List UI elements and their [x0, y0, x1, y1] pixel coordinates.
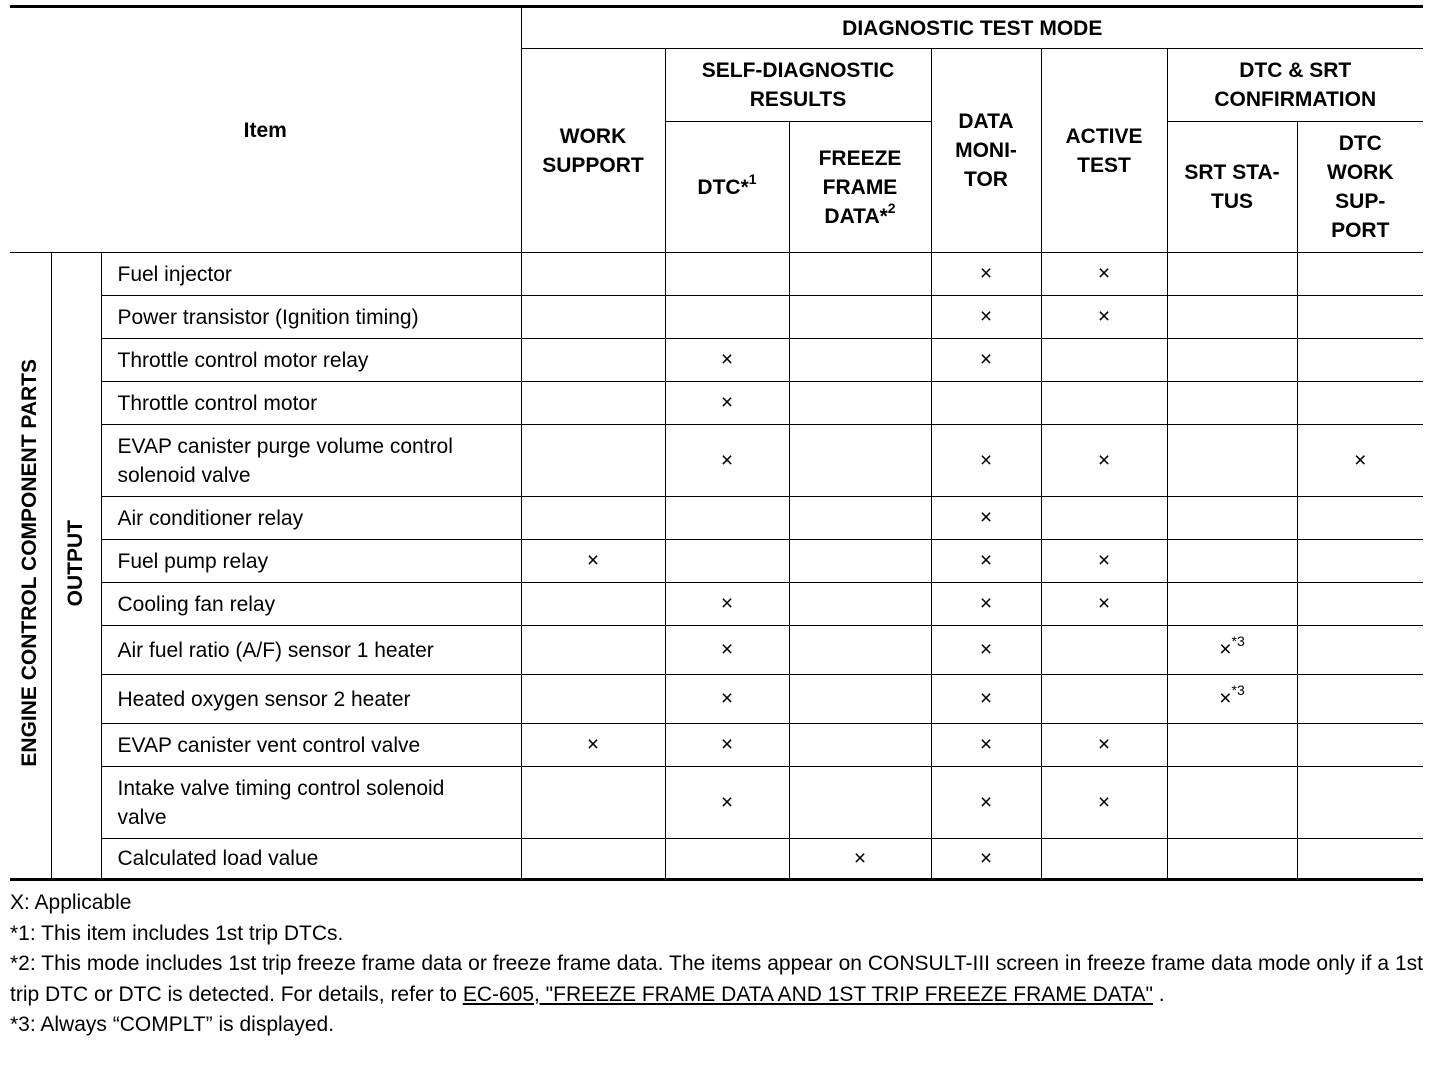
- cell-dtc-work-support: [1297, 626, 1423, 675]
- cell-work-support: [521, 253, 665, 296]
- cell-dtc: [665, 497, 789, 540]
- cell-freeze-frame-data: [789, 425, 931, 497]
- item-name: Intake valve timing control solenoid valve: [101, 767, 521, 839]
- cell-dtc-work-support: [1297, 253, 1423, 296]
- item-name: Air conditioner relay: [101, 497, 521, 540]
- note-applicable: X: Applicable: [10, 891, 132, 914]
- group-label-cell: [10, 253, 51, 880]
- cell-data-monitor: ×: [931, 253, 1041, 296]
- cell-dtc: ×: [665, 425, 789, 497]
- cell-work-support: ×: [521, 724, 665, 767]
- cell-freeze-frame-data: [789, 767, 931, 839]
- cell-active-test: [1041, 382, 1167, 425]
- cell-dtc-work-support: [1297, 767, 1423, 839]
- item-name: Power transistor (Ignition timing): [101, 296, 521, 339]
- cell-data-monitor: ×: [931, 296, 1041, 339]
- cell-work-support: [521, 626, 665, 675]
- table-row: [10, 767, 1423, 839]
- cell-data-monitor: ×: [931, 839, 1041, 880]
- cell-work-support: [521, 497, 665, 540]
- cell-srt-status: [1167, 767, 1297, 839]
- cell-active-test: ×: [1041, 425, 1167, 497]
- cell-active-test: [1041, 339, 1167, 382]
- item-name: Throttle control motor relay: [101, 339, 521, 382]
- cell-dtc-work-support: [1297, 382, 1423, 425]
- cell-dtc: [665, 540, 789, 583]
- table-row: [10, 253, 1423, 296]
- cell-active-test: ×: [1041, 540, 1167, 583]
- cell-dtc: ×: [665, 583, 789, 626]
- subgroup-label-cell: [51, 253, 101, 880]
- cell-active-test: [1041, 675, 1167, 724]
- cell-freeze-frame-data: [789, 253, 931, 296]
- cell-data-monitor: ×: [931, 583, 1041, 626]
- table-row: [10, 425, 1423, 497]
- cell-freeze-frame-data: ×: [789, 839, 931, 880]
- cell-srt-status: [1167, 296, 1297, 339]
- cell-active-test: ×: [1041, 583, 1167, 626]
- header-work-support: WORK SUPPORT: [521, 49, 665, 253]
- cell-work-support: [521, 425, 665, 497]
- cell-srt-status: ×$^{*3}$: [1167, 626, 1297, 675]
- cell-work-support: [521, 839, 665, 880]
- cell-dtc-work-support: [1297, 675, 1423, 724]
- cell-dtc-work-support: [1297, 540, 1423, 583]
- cell-data-monitor: [931, 382, 1041, 425]
- diagnostic-mode-table: [10, 5, 1423, 881]
- cell-data-monitor: ×: [931, 626, 1041, 675]
- header-dtc-srt-confirmation: DTC & SRT CONFIRMATION: [1167, 49, 1423, 122]
- subgroup-label: OUTPUT: [64, 519, 87, 607]
- cell-dtc-work-support: [1297, 839, 1423, 880]
- item-name: EVAP canister purge volume control solenoid valve: [101, 425, 521, 497]
- note-2: *2: This mode includes 1st trip freeze frame data or freeze frame data. The items appear on CONSULT-III screen in freeze frame data mode only if a 1st trip DTC or DTC is detected. For details, refer to EC-605, "FREEZE FRAME DATA AND 1ST TRIP FREEZE FRAME DATA" .: [10, 952, 1423, 1006]
- cell-srt-status: [1167, 839, 1297, 880]
- note-3: *3: Always “COMPLT” is displayed.: [10, 1013, 335, 1036]
- cell-work-support: [521, 675, 665, 724]
- cell-freeze-frame-data: [789, 626, 931, 675]
- cell-work-support: [521, 583, 665, 626]
- cell-srt-status: [1167, 540, 1297, 583]
- cell-srt-status: [1167, 583, 1297, 626]
- cell-freeze-frame-data: [789, 583, 931, 626]
- table-row: [10, 724, 1423, 767]
- cell-active-test: ×: [1041, 296, 1167, 339]
- cell-work-support: [521, 767, 665, 839]
- item-name: Cooling fan relay: [101, 583, 521, 626]
- cell-dtc: ×: [665, 724, 789, 767]
- cell-work-support: ×: [521, 540, 665, 583]
- header-active-test: ACTIVE TEST: [1041, 49, 1167, 253]
- table-row: [10, 583, 1423, 626]
- cell-dtc: ×: [665, 675, 789, 724]
- cell-freeze-frame-data: [789, 382, 931, 425]
- cell-work-support: [521, 339, 665, 382]
- cell-dtc: [665, 839, 789, 880]
- item-name: Throttle control motor: [101, 382, 521, 425]
- cell-dtc-work-support: [1297, 296, 1423, 339]
- cell-work-support: [521, 296, 665, 339]
- cell-srt-status: [1167, 253, 1297, 296]
- cell-data-monitor: ×: [931, 540, 1041, 583]
- cell-data-monitor: ×: [931, 425, 1041, 497]
- cell-dtc: ×: [665, 382, 789, 425]
- cell-freeze-frame-data: [789, 540, 931, 583]
- footnotes: [10, 888, 1423, 1041]
- table-row: [10, 296, 1423, 339]
- cell-freeze-frame-data: [789, 296, 931, 339]
- cell-freeze-frame-data: [789, 339, 931, 382]
- cell-active-test: [1041, 626, 1167, 675]
- header-diagnostic-test-mode: DIAGNOSTIC TEST MODE: [521, 7, 1423, 49]
- cell-active-test: ×: [1041, 724, 1167, 767]
- table-row: [10, 839, 1423, 880]
- item-name: Calculated load value: [101, 839, 521, 880]
- table-row: [10, 497, 1423, 540]
- header-srt-status: SRT STA- TUS: [1167, 122, 1297, 253]
- cell-dtc: ×: [665, 767, 789, 839]
- cell-data-monitor: ×: [931, 767, 1041, 839]
- table-row: [10, 382, 1423, 425]
- cell-data-monitor: ×: [931, 497, 1041, 540]
- cell-dtc: [665, 253, 789, 296]
- cell-srt-status: ×$^{*3}$: [1167, 675, 1297, 724]
- cell-srt-status: [1167, 724, 1297, 767]
- cell-dtc-work-support: [1297, 583, 1423, 626]
- cell-active-test: [1041, 839, 1167, 880]
- document: [10, 5, 1423, 1041]
- cell-data-monitor: ×: [931, 724, 1041, 767]
- header-dtc: DTC*$^1$: [665, 122, 789, 253]
- table-row: [10, 675, 1423, 724]
- header-item: Item: [10, 7, 521, 253]
- cell-freeze-frame-data: [789, 724, 931, 767]
- header-dtc-work-support: DTC WORK SUP- PORT: [1297, 122, 1423, 253]
- item-name: EVAP canister vent control valve: [101, 724, 521, 767]
- cell-dtc: ×: [665, 626, 789, 675]
- cell-data-monitor: ×: [931, 675, 1041, 724]
- cell-srt-status: [1167, 382, 1297, 425]
- header-self-diagnostic-results: SELF-DIAGNOSTIC RESULTS: [665, 49, 931, 122]
- item-name: Fuel pump relay: [101, 540, 521, 583]
- cell-dtc: [665, 296, 789, 339]
- table-body: [10, 253, 1423, 880]
- table-row: [10, 540, 1423, 583]
- cell-srt-status: [1167, 425, 1297, 497]
- ec-605-reference-link[interactable]: EC-605, "FREEZE FRAME DATA AND 1ST TRIP FREEZE FRAME DATA": [462, 982, 1153, 1006]
- cell-freeze-frame-data: [789, 497, 931, 540]
- cell-dtc-work-support: [1297, 339, 1423, 382]
- note-1: *1: This item includes 1st trip DTCs.: [10, 921, 344, 945]
- cell-freeze-frame-data: [789, 675, 931, 724]
- cell-dtc-work-support: ×: [1297, 425, 1423, 497]
- cell-srt-status: [1167, 497, 1297, 540]
- cell-dtc: ×: [665, 339, 789, 382]
- cell-dtc-work-support: [1297, 497, 1423, 540]
- cell-active-test: ×: [1041, 767, 1167, 839]
- table-row: [10, 339, 1423, 382]
- item-name: Air fuel ratio (A/F) sensor 1 heater: [101, 626, 521, 675]
- cell-work-support: [521, 382, 665, 425]
- cell-dtc-work-support: [1297, 724, 1423, 767]
- cell-srt-status: [1167, 339, 1297, 382]
- group-label: ENGINE CONTROL COMPONENT PARTS: [18, 359, 42, 767]
- cell-data-monitor: ×: [931, 339, 1041, 382]
- header-freeze-frame-data: FREEZE FRAME DATA*$^2$: [789, 122, 931, 253]
- cell-active-test: ×: [1041, 253, 1167, 296]
- item-name: Fuel injector: [101, 253, 521, 296]
- item-name: Heated oxygen sensor 2 heater: [101, 675, 521, 724]
- cell-active-test: [1041, 497, 1167, 540]
- table-row: [10, 626, 1423, 675]
- header-data-monitor: DATA MONI- TOR: [931, 49, 1041, 253]
